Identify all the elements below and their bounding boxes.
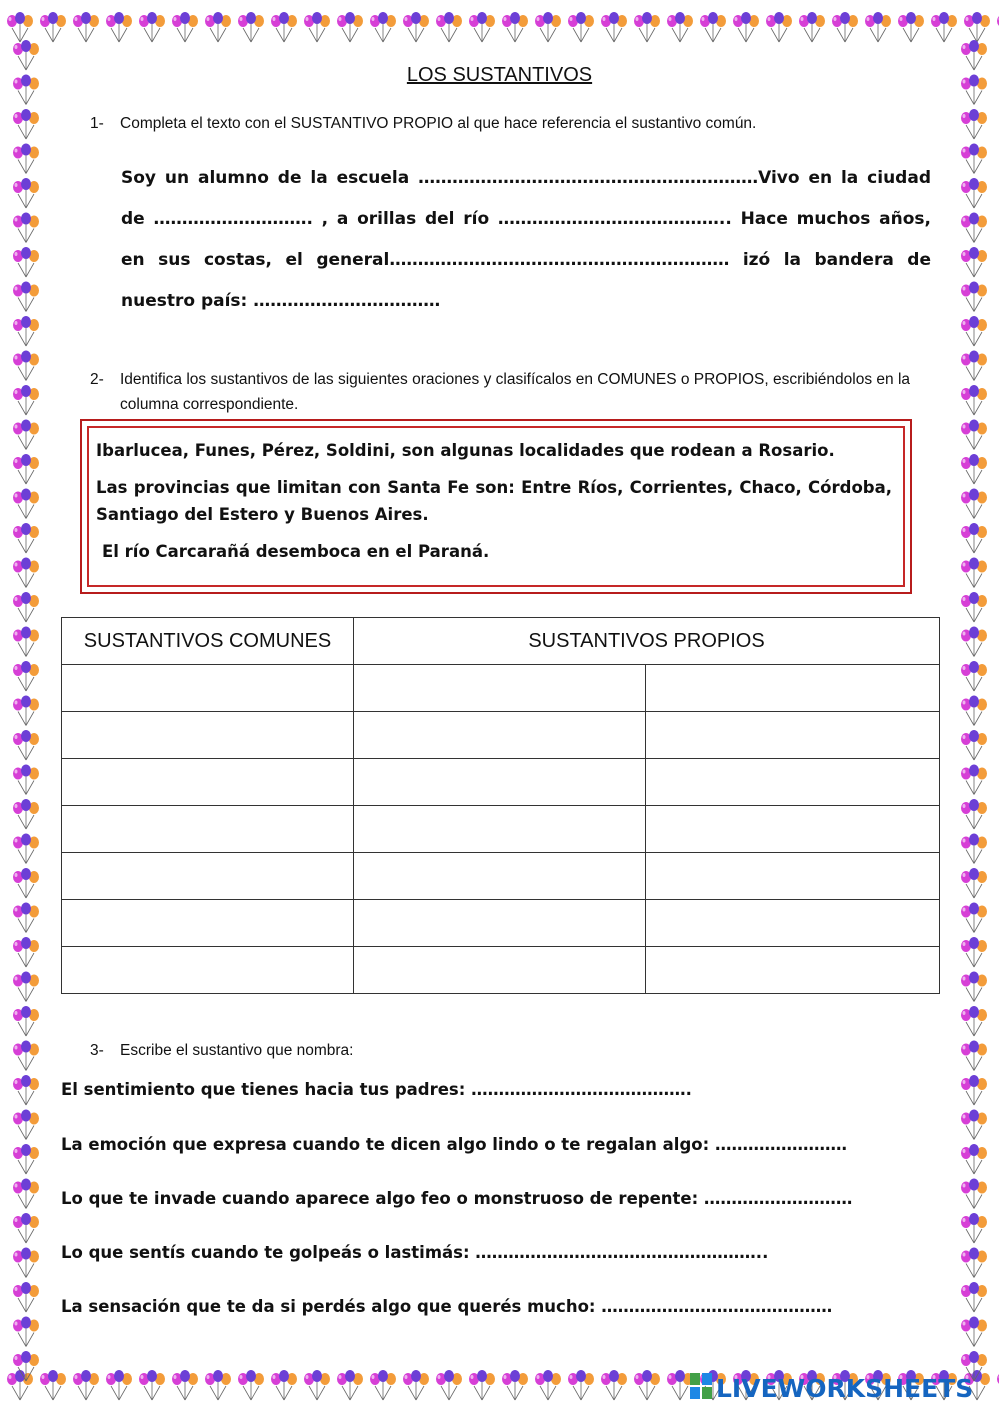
balloon-icon	[667, 12, 693, 42]
balloon-icon	[961, 1144, 987, 1174]
balloon-icon	[370, 1370, 396, 1400]
balloon-icon	[13, 799, 39, 829]
cell-propios[interactable]	[354, 665, 646, 712]
balloon-icon	[568, 1370, 594, 1400]
balloon-icon	[961, 1179, 987, 1209]
balloon-icon	[961, 247, 987, 277]
exercise-1-number: 1-	[90, 115, 104, 132]
balloon-icon	[13, 282, 39, 312]
balloon-icon	[961, 1248, 987, 1278]
balloon-icon	[13, 109, 39, 139]
balloon-icon	[961, 1110, 987, 1140]
balloon-icon	[832, 12, 858, 42]
balloon-icon	[13, 1110, 39, 1140]
balloon-icon	[13, 730, 39, 760]
balloon-icon	[961, 696, 987, 726]
balloon-icon	[961, 868, 987, 898]
exercise-1-text[interactable]: Soy un alumno de la escuela ……………………………………………………Vivo en la ciudad de ………………………. , a orillas del río ………………………………….. Hace muchos años, en sus costas, el general…………………………………………………… izó la bandera de nuestro país: ……………………………	[121, 168, 931, 311]
exercise-3-item-1[interactable]: El sentimiento que tienes hacia tus padres: ………………………………….	[61, 1080, 692, 1099]
balloon-icon	[961, 385, 987, 415]
balloon-icon	[961, 1317, 987, 1347]
cell-propios[interactable]	[354, 947, 646, 994]
balloon-icon	[568, 12, 594, 42]
cell-propios[interactable]	[354, 759, 646, 806]
exercise-3-number: 3-	[90, 1042, 104, 1059]
balloon-icon	[13, 937, 39, 967]
cell-comunes[interactable]	[62, 947, 354, 994]
balloon-icon	[13, 489, 39, 519]
sentence-1: Ibarlucea, Funes, Pérez, Soldini, son algunas localidades que rodean a Rosario.	[96, 441, 835, 460]
sentences-text	[96, 437, 892, 575]
cell-comunes[interactable]	[62, 806, 354, 853]
exercise-3-item-3[interactable]: Lo que te invade cuando aparece algo feo o monstruoso de repente: ………………………	[61, 1189, 853, 1208]
balloon-icon	[961, 765, 987, 795]
balloon-icon	[13, 1041, 39, 1071]
liveworksheets-logo-icon	[690, 1373, 712, 1403]
balloon-icon	[961, 1075, 987, 1105]
balloon-icon	[13, 1351, 39, 1381]
balloon-icon	[13, 1248, 39, 1278]
balloon-icon	[403, 1370, 429, 1400]
cell-comunes[interactable]	[62, 712, 354, 759]
exercise-3-item-5[interactable]: La sensación que te da si perdés algo que querés mucho: ……………………………………	[61, 1297, 833, 1316]
balloon-icon	[436, 12, 462, 42]
balloon-icon	[502, 12, 528, 42]
balloon-icon	[13, 144, 39, 174]
balloon-icon	[13, 696, 39, 726]
cell-propios[interactable]	[646, 900, 940, 947]
cell-comunes[interactable]	[62, 853, 354, 900]
balloon-icon	[304, 12, 330, 42]
balloon-icon	[13, 213, 39, 243]
balloon-icon	[13, 1075, 39, 1105]
balloon-icon	[961, 454, 987, 484]
exercise-2-number: 2-	[90, 371, 104, 388]
balloon-icon	[13, 868, 39, 898]
cell-propios[interactable]	[354, 806, 646, 853]
cell-propios[interactable]	[646, 759, 940, 806]
table-row	[62, 759, 940, 806]
balloon-icon	[172, 1370, 198, 1400]
balloon-icon	[898, 12, 924, 42]
balloon-icon	[634, 1370, 660, 1400]
balloon-icon	[13, 316, 39, 346]
balloon-icon	[13, 1282, 39, 1312]
balloon-icon	[13, 351, 39, 381]
sentences-frame	[80, 419, 912, 594]
balloon-icon	[370, 12, 396, 42]
balloon-icon	[961, 661, 987, 691]
page-title: LOS SUSTANTIVOS	[406, 64, 593, 86]
exercise-3-item-4[interactable]: Lo que sentís cuando te golpeás o lastimás: ……………………………………………..	[61, 1243, 769, 1262]
balloon-icon	[13, 1179, 39, 1209]
cell-propios[interactable]	[646, 853, 940, 900]
balloon-icon	[13, 627, 39, 657]
balloon-icon	[535, 12, 561, 42]
balloon-icon	[304, 1370, 330, 1400]
balloon-icon	[13, 903, 39, 933]
balloon-border-right	[948, 0, 999, 1413]
balloon-icon	[733, 12, 759, 42]
balloon-icon	[961, 282, 987, 312]
balloon-icon	[961, 903, 987, 933]
balloon-icon	[172, 12, 198, 42]
balloon-icon	[961, 213, 987, 243]
cell-propios[interactable]	[354, 900, 646, 947]
sentence-2: Las provincias que limitan con Santa Fe son: Entre Ríos, Corrientes, Chaco, Córdoba, Santiago del Estero y Buenos Aires.	[96, 478, 892, 524]
balloon-border-top	[0, 0, 999, 52]
balloon-icon	[961, 1282, 987, 1312]
exercise-3-instruction: 3- Escribe el sustantivo que nombra:	[90, 1038, 910, 1063]
balloon-icon	[961, 1213, 987, 1243]
balloon-icon	[961, 144, 987, 174]
balloon-icon	[13, 247, 39, 277]
balloon-icon	[961, 523, 987, 553]
balloon-icon	[205, 1370, 231, 1400]
balloon-icon	[238, 1370, 264, 1400]
balloon-icon	[106, 1370, 132, 1400]
balloon-icon	[13, 1144, 39, 1174]
cell-comunes[interactable]	[62, 665, 354, 712]
balloon-icon	[13, 523, 39, 553]
balloon-icon	[961, 1006, 987, 1036]
balloon-icon	[13, 661, 39, 691]
balloon-icon	[961, 178, 987, 208]
balloon-icon	[139, 1370, 165, 1400]
balloon-icon	[106, 12, 132, 42]
balloon-icon	[13, 1006, 39, 1036]
balloon-icon	[13, 454, 39, 484]
exercise-1-instruction: 1- Completa el texto con el SUSTANTIVO PROPIO al que hace referencia el sustantivo común.	[90, 111, 910, 136]
balloon-icon	[961, 420, 987, 450]
balloon-icon	[961, 1041, 987, 1071]
balloon-icon	[139, 12, 165, 42]
sentence-3: El río Carcarañá desemboca en el Paraná.	[102, 542, 490, 561]
table-row	[62, 712, 940, 759]
balloon-icon	[73, 1370, 99, 1400]
balloon-icon	[961, 592, 987, 622]
balloon-icon	[601, 12, 627, 42]
table-row	[62, 900, 940, 947]
balloon-icon	[535, 1370, 561, 1400]
table-row	[62, 806, 940, 853]
balloon-border-left	[0, 0, 50, 1413]
balloon-icon	[403, 12, 429, 42]
header-propios: SUSTANTIVOS PROPIOS	[354, 618, 940, 665]
table-row	[62, 853, 940, 900]
cell-propios[interactable]	[646, 712, 940, 759]
balloon-icon	[436, 1370, 462, 1400]
balloon-icon	[271, 1370, 297, 1400]
balloon-icon	[13, 1213, 39, 1243]
balloon-icon	[13, 1317, 39, 1347]
liveworksheets-logo[interactable]	[690, 1372, 973, 1404]
header-comunes: SUSTANTIVOS COMUNES	[62, 618, 354, 665]
table-row	[62, 947, 940, 994]
classification-table	[61, 617, 940, 994]
balloon-icon	[337, 1370, 363, 1400]
balloon-icon	[961, 109, 987, 139]
balloon-icon	[238, 12, 264, 42]
balloon-icon	[961, 489, 987, 519]
cell-propios[interactable]	[646, 665, 940, 712]
cell-propios[interactable]	[354, 712, 646, 759]
cell-comunes[interactable]	[62, 759, 354, 806]
balloon-icon	[961, 730, 987, 760]
balloon-icon	[13, 558, 39, 588]
exercise-3-item-2[interactable]: La emoción que expresa cuando te dicen algo lindo o te regalan algo: ……………………	[61, 1135, 847, 1154]
balloon-icon	[961, 316, 987, 346]
cell-propios[interactable]	[646, 806, 940, 853]
balloon-icon	[961, 351, 987, 381]
balloon-icon	[961, 834, 987, 864]
balloon-icon	[205, 12, 231, 42]
balloon-icon	[961, 627, 987, 657]
balloon-icon	[271, 12, 297, 42]
cell-propios[interactable]	[354, 853, 646, 900]
balloon-icon	[13, 765, 39, 795]
balloon-icon	[961, 972, 987, 1002]
balloon-icon	[766, 12, 792, 42]
balloon-icon	[13, 385, 39, 415]
balloon-icon	[634, 12, 660, 42]
exercise-2-instruction: 2- Identifica los sustantivos de las siguientes oraciones y clasifícalos en COMUNES o PROPIOS, escribiéndolos en la columna correspondiente.	[90, 367, 910, 417]
balloon-icon	[961, 799, 987, 829]
cell-comunes[interactable]	[62, 900, 354, 947]
balloon-icon	[337, 12, 363, 42]
balloon-icon	[601, 1370, 627, 1400]
balloon-icon	[73, 12, 99, 42]
balloon-icon	[13, 834, 39, 864]
liveworksheets-logo-text: LIVEWORKSHEETS	[716, 1373, 974, 1403]
balloon-icon	[865, 12, 891, 42]
cell-propios[interactable]	[646, 947, 940, 994]
balloon-icon	[700, 12, 726, 42]
balloon-icon	[469, 12, 495, 42]
balloon-icon	[469, 1370, 495, 1400]
table-row	[62, 665, 940, 712]
balloon-icon	[13, 178, 39, 208]
balloon-icon	[502, 1370, 528, 1400]
balloon-icon	[13, 972, 39, 1002]
balloon-icon	[13, 592, 39, 622]
balloon-icon	[961, 937, 987, 967]
balloon-icon	[961, 558, 987, 588]
balloon-icon	[799, 12, 825, 42]
balloon-icon	[13, 420, 39, 450]
